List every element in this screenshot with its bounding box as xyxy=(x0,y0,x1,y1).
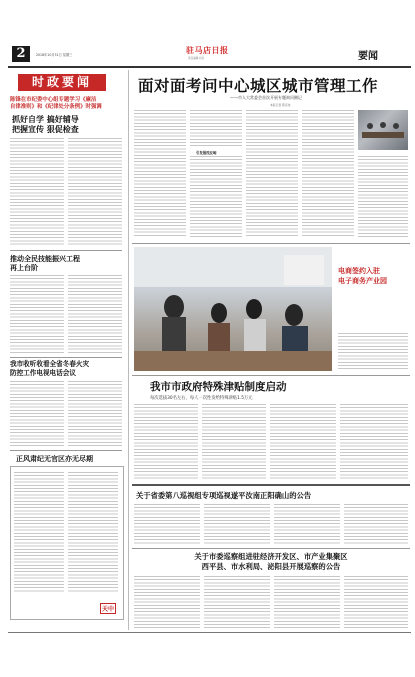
section-label: 要闻 xyxy=(358,51,378,62)
date-line: 2018年10月31日 星期三 xyxy=(36,53,73,57)
main-body-col3 xyxy=(246,110,298,238)
main-byline: 本报记者 陈家伟 xyxy=(270,103,291,107)
sub-line: 责任编辑 校对 xyxy=(188,57,205,60)
main-body-col1 xyxy=(134,110,186,238)
divider xyxy=(10,450,122,451)
divider xyxy=(132,375,410,376)
notice1-body-col1 xyxy=(134,504,200,544)
divider xyxy=(10,250,122,251)
story1-headline-line: 自律准则》和《纪律处分条例》时强调 xyxy=(10,104,102,110)
main-body-col2b xyxy=(190,156,242,238)
story4-headline: 正风肃纪无官区亦无尽期 xyxy=(16,454,93,463)
notice1-body-col2 xyxy=(204,504,270,544)
ecommerce-photo xyxy=(134,247,332,371)
center-subheadline: 每次选拔30名左右，每人一次性发给特殊津贴1.5万元 xyxy=(150,396,253,401)
main-body-col5 xyxy=(358,156,408,238)
meeting-photo-figures xyxy=(358,110,408,150)
main-headline: 面对面考问中心城区城市管理工作 xyxy=(138,76,379,95)
notice-rule xyxy=(132,484,410,486)
notice2-body-col2 xyxy=(204,576,270,628)
story3-headline-line: 防控工作电视电话会议 xyxy=(10,369,76,377)
main-subheadline: ——市人大常委会首次开展专题询问侧记 xyxy=(230,95,302,100)
left-column xyxy=(8,70,126,630)
page-header xyxy=(8,44,411,66)
center-body-col2 xyxy=(202,404,266,480)
story3-body-a xyxy=(10,381,64,447)
main-inset-title: 引发强烈反响 xyxy=(196,151,217,155)
column-divider xyxy=(128,70,129,630)
story3-body-b xyxy=(68,381,122,447)
meeting-photo xyxy=(358,110,408,150)
footer-rule xyxy=(8,632,411,633)
ecommerce-photo-scene xyxy=(134,247,332,371)
notice1-body-col4 xyxy=(344,504,408,544)
notice2-title-line: 西平县、市水利局、泌阳县开展巡察的公告 xyxy=(201,562,341,571)
notice2-body-col4 xyxy=(344,576,408,628)
divider xyxy=(10,357,122,358)
story4-body-b xyxy=(68,472,118,592)
story1-headline-line: 陈锋在市纪委中心组专题学习《廉洁 xyxy=(10,97,97,103)
notice2-body-col1 xyxy=(134,576,200,628)
story2-headline-line: 再上台阶 xyxy=(10,263,38,272)
center-body-col3 xyxy=(270,404,336,480)
center-body-col1 xyxy=(134,404,198,480)
photo-caption-line: 电商签约入驻 xyxy=(338,266,380,275)
story3-headline xyxy=(10,360,124,378)
story2-body-b xyxy=(68,275,122,353)
story1-headline xyxy=(10,97,124,111)
main-body-col2 xyxy=(190,110,242,146)
divider xyxy=(132,243,410,244)
photo-caption-body xyxy=(338,333,408,371)
story2-headline xyxy=(10,254,124,272)
masthead-logo: 驻马店日报 xyxy=(186,45,229,55)
story3-headline-line: 我市收听收看全省冬春火灾 xyxy=(10,360,90,368)
story4-body-a xyxy=(14,472,64,592)
notice2-title-line: 关于市委巡察组进驻经济开发区、市产业集聚区 xyxy=(194,552,348,561)
page-number: 2 xyxy=(12,46,30,62)
story2-body-a xyxy=(10,275,64,353)
photo-caption-title xyxy=(338,266,410,285)
photo-caption-line: 电子商务产业园 xyxy=(338,275,387,285)
notice1-title: 关于省委第八巡视组专项巡视遂平汝南正阳确山的公告 xyxy=(136,491,312,500)
banner-time-politics: 时政要闻 xyxy=(18,74,106,91)
header-rule xyxy=(8,66,411,68)
center-body-col4 xyxy=(340,404,408,480)
story1-body-a xyxy=(10,138,64,246)
story1-subheadline xyxy=(12,114,126,134)
story1-body-b xyxy=(68,138,122,246)
story1-subheadline-line: 抓好自学 搞好辅导 xyxy=(12,114,79,124)
story4-stamp: 天中 xyxy=(100,603,116,614)
divider xyxy=(132,548,410,549)
main-body-col4 xyxy=(302,110,354,238)
notice2-body-col3 xyxy=(274,576,340,628)
story2-headline-line: 推动全民技能振兴工程 xyxy=(10,254,80,263)
story1-subheadline-line: 把握宣传 狠促检查 xyxy=(12,124,79,134)
center-headline: 我市市政府特殊津贴制度启动 xyxy=(150,381,287,393)
notice2-title xyxy=(132,552,410,572)
notice1-body-col3 xyxy=(274,504,340,544)
